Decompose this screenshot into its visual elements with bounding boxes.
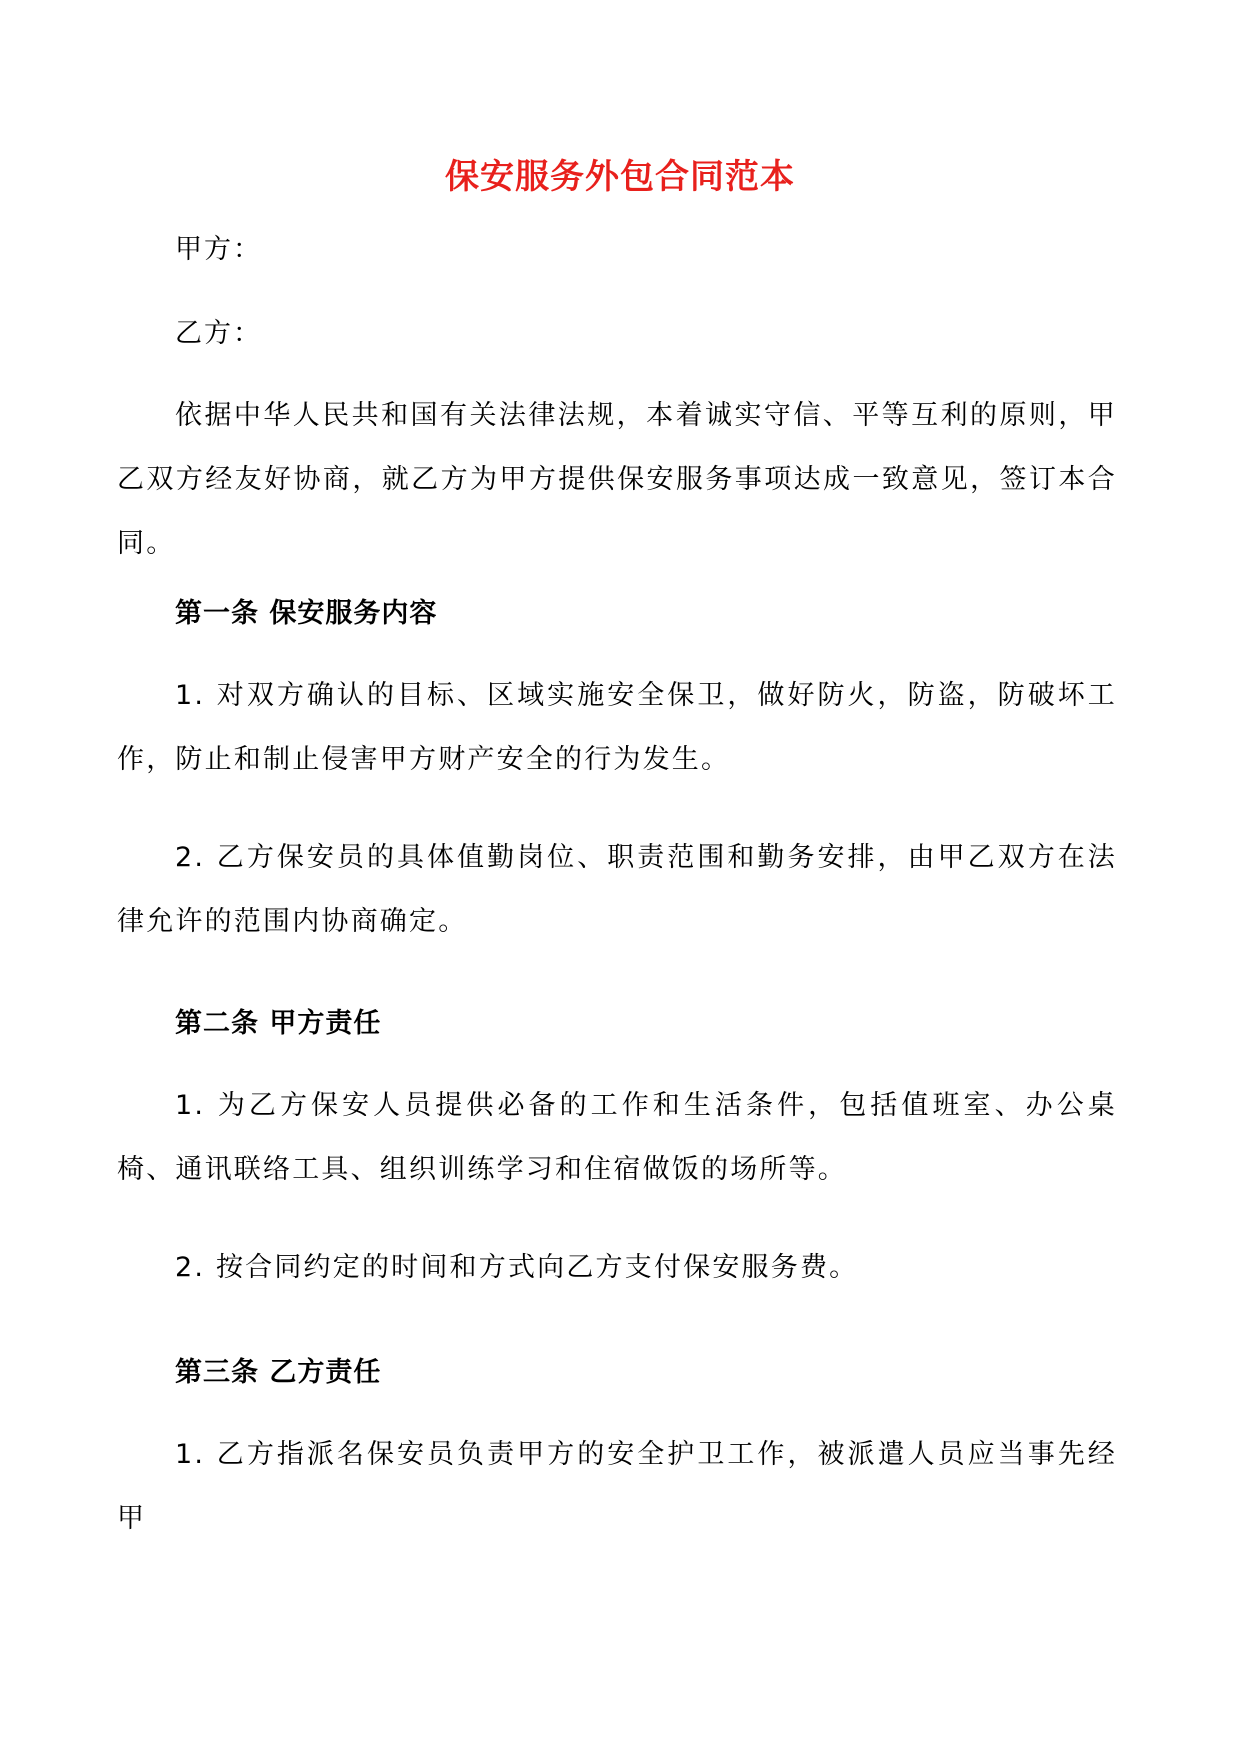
party-b-label: 乙方：	[175, 318, 262, 349]
article-1-heading: 第一条 保安服务内容	[175, 598, 438, 629]
article-2-item-2: 2. 按合同约定的时间和方式向乙方支付保安服务费。	[175, 1252, 859, 1283]
article-1-item-1: 1. 对双方确认的目标、区域实施安全保卫，做好防火，防盗，防破坏工作，防止和制止侵害甲方财产安全的行为发生。	[117, 680, 1117, 775]
preamble-paragraph: 依据中华人民共和国有关法律法规，本着诚实守信、平等互利的原则，甲乙双方经友好协商，就乙方为甲方提供保安服务事项达成一致意见，签订本合同。	[117, 400, 1117, 559]
article-1-item-2: 2. 乙方保安员的具体值勤岗位、职责范围和勤务安排，由甲乙双方在法律允许的范围内协商确定。	[117, 842, 1117, 937]
article-3-heading: 第三条 乙方责任	[175, 1357, 382, 1388]
article-2-item-1: 1. 为乙方保安人员提供必备的工作和生活条件，包括值班室、办公桌椅、通讯联络工具、组织训练学习和住宿做饭的场所等。	[117, 1090, 1117, 1185]
article-2-heading: 第二条 甲方责任	[175, 1008, 382, 1039]
article-3-item-1: 1. 乙方指派名保安员负责甲方的安全护卫工作，被派遣人员应当事先经甲	[117, 1439, 1117, 1534]
party-a-label: 甲方：	[175, 234, 262, 265]
document-title: 保安服务外包合同范本	[445, 157, 795, 197]
